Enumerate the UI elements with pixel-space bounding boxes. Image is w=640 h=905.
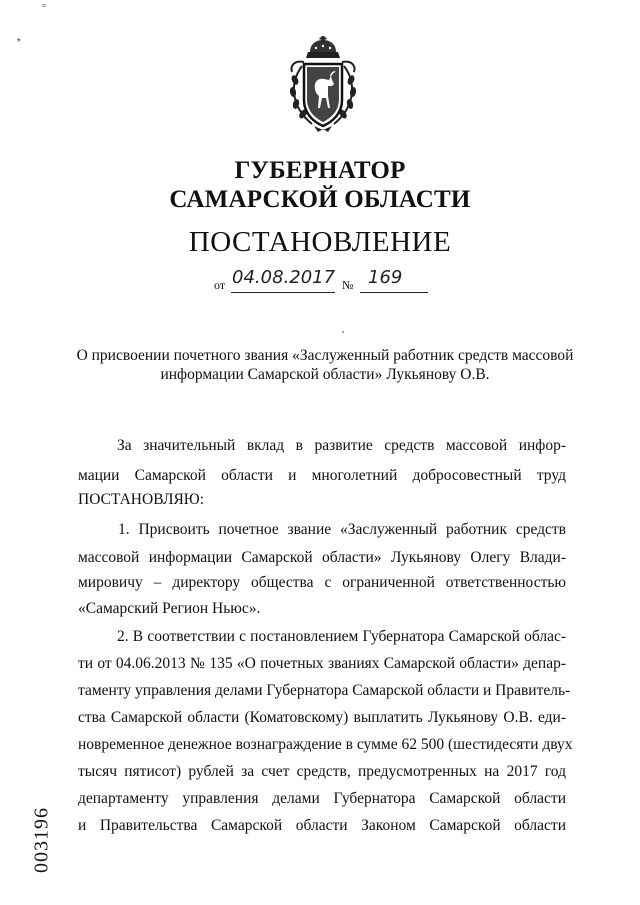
scan-mark: ° [42, 2, 47, 14]
body-line: За значительный вклад в развитие средств массовой инфор- [117, 437, 566, 454]
subject-line: О присвоении почетного звания «Заслуженный работник средств массовой [76, 347, 574, 364]
number-underline [360, 292, 428, 293]
registration-number [22, 790, 62, 890]
issuer-title: ГУБЕРНАТОР [234, 157, 406, 184]
registration-number-text: 003196 [30, 807, 53, 873]
body-line: 2. В соответствии с постановлением Губернатора Самарской облас- [117, 628, 566, 645]
scan-mark: ❟ [17, 32, 21, 42]
document-date: 04.08.2017 [232, 267, 336, 288]
coat-of-arms-icon [282, 36, 364, 134]
body-line: тысяч пятисот) рублей за счет средств, предусмотренных на 2017 год [78, 763, 566, 780]
document-type: ПОСТАНОВЛЕНИЕ [188, 226, 452, 258]
body-line: «Самарский Регион Ньюс». [78, 600, 261, 617]
body-line: мировичу – директору общества с ограниченной ответственностью [78, 574, 566, 591]
body-line: 1. Присвоить почетное звание «Заслуженный работник средств [118, 521, 566, 538]
body-line: ПОСТАНОВЛЯЮ: [78, 491, 205, 508]
body-line: ти от 04.06.2013 № 135 «О почетных званиях Самарской области» депар- [78, 655, 566, 672]
scan-dot [342, 331, 344, 333]
subject-line: информации Самарской области» Лукьянову О.В. [160, 366, 490, 383]
body-line: ства Самарской области (Коматовскому) выплатить Лукьянову О.В. еди- [78, 709, 566, 726]
body-line: департаменту управления делами Губернатора Самарской области [78, 790, 566, 807]
document-subject [75, 346, 575, 384]
body-line: и Правительства Самарской области Законом Самарской области [78, 817, 566, 834]
date-underline [231, 292, 335, 293]
body-line: новременное денежное вознаграждение в сумме 62 500 (шестидесяти двух [78, 736, 573, 753]
body-line: мации Самарской области и многолетний добросовестный труд [78, 467, 566, 484]
date-label: от [214, 278, 226, 292]
number-label: № [342, 278, 354, 292]
document-number: 169 [368, 267, 403, 288]
body-line: массовой информации Самарской области» Лукьянову Олегу Влади- [78, 549, 566, 566]
issuer-region: САМАРСКОЙ ОБЛАСТИ [169, 186, 471, 213]
body-line: таменту управления делами Губернатора Самарской области и Правитель- [78, 682, 571, 699]
